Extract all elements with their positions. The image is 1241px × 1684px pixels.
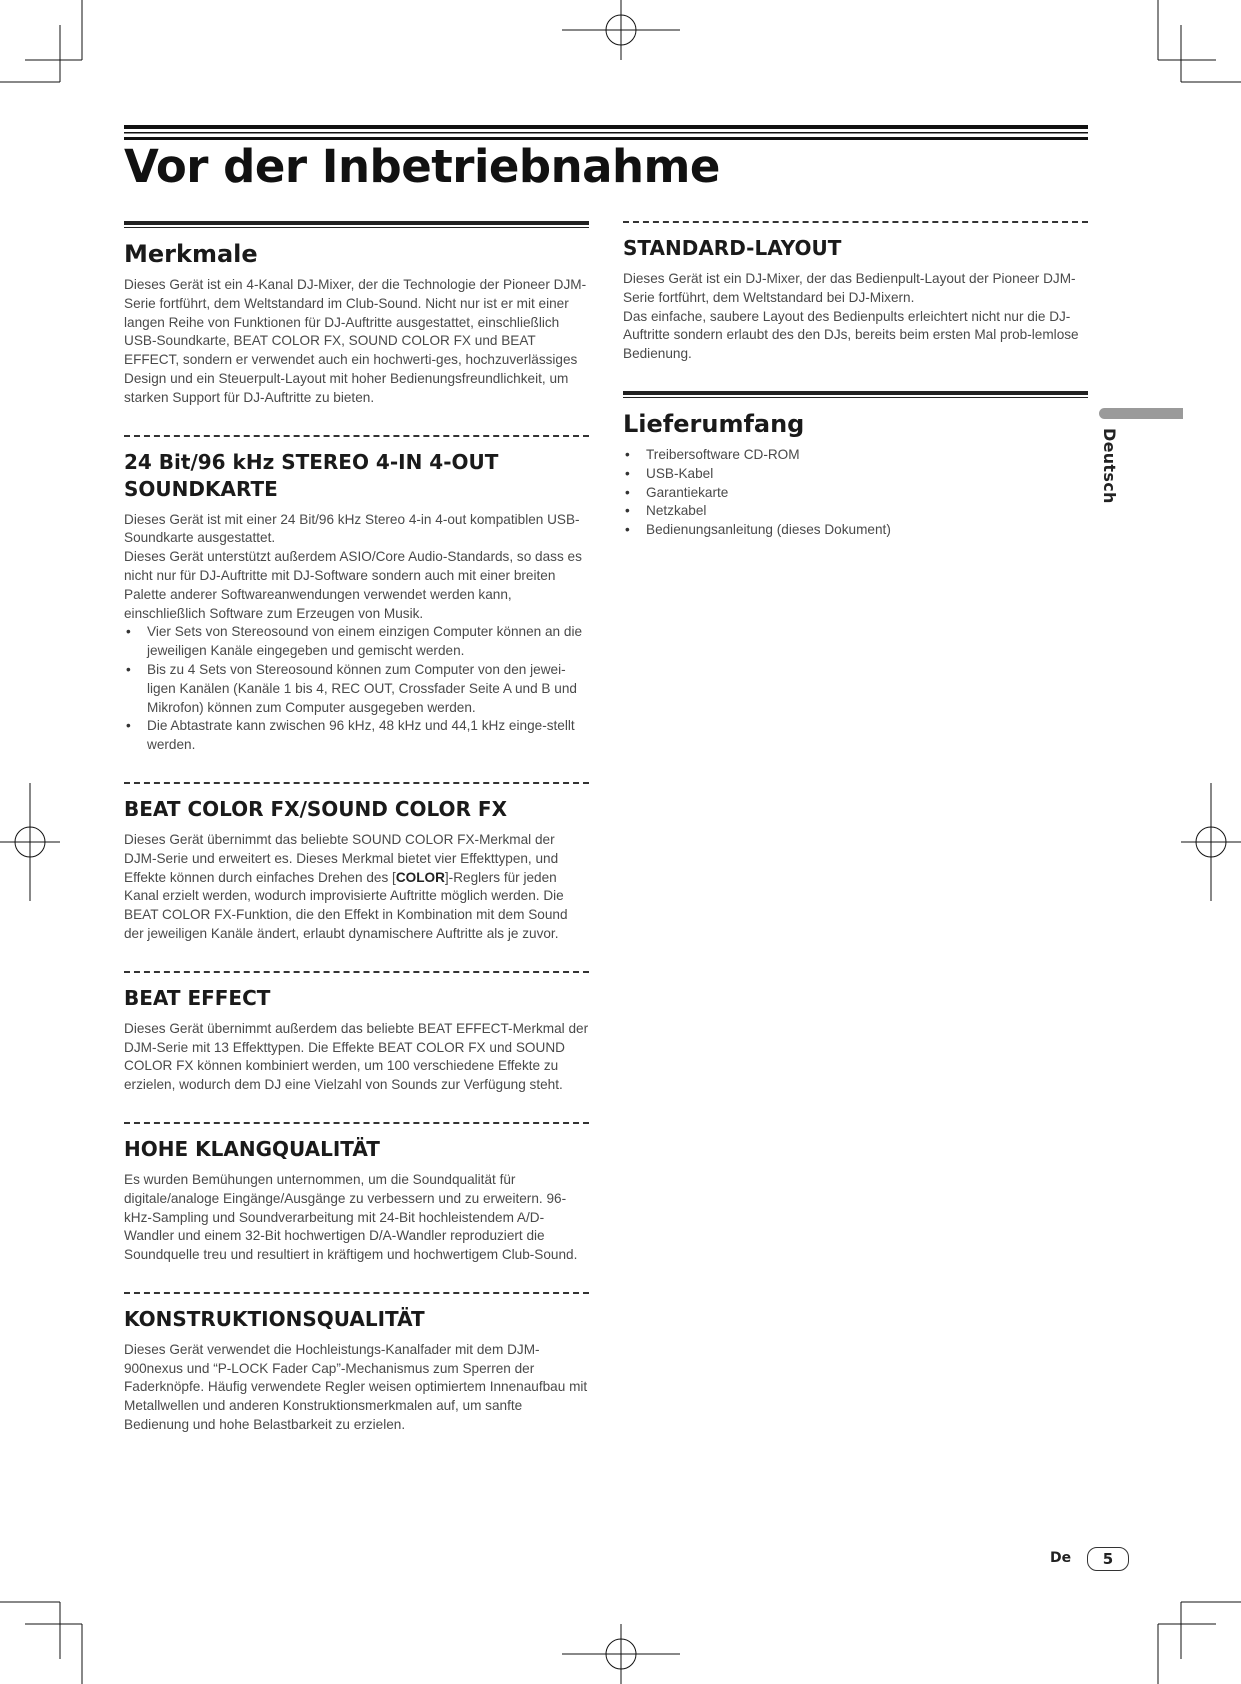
beat-effect-body: Dieses Gerät übernimmt außerdem das beliebte BEAT EFFECT-Merkmal der DJM-Serie mit 13 Effekttypen. Die Effekte BEAT COLOR FX und SOUND COLOR FX können kombiniert werden, um 100 verschiedene Effekte zu erzielen, wodurch dem DJ eine Vielzahl von Sounds zur Verfügung steht. bbox=[124, 1020, 589, 1093]
list-item: • Die Abtastrate kann zwischen 96 kHz, 48 kHz und 44,1 kHz einge-stellt werden. bbox=[124, 717, 589, 755]
standard-heading: STANDARD-LAYOUT bbox=[623, 236, 842, 260]
beat-color-heading: BEAT COLOR FX/SOUND COLOR FX bbox=[124, 796, 508, 821]
section-lieferumfang bbox=[623, 391, 1088, 540]
klang-body: Es wurden Bemühungen unternommen, um die Soundqualität für digitale/analoge Eingänge/Ausgänge zu verbessern und zu erweitern. 96-kHz-Sampling und Soundverarbeitung mit 24-Bit hochleistendem A/D-Wandler und einem 32-Bit hochwertigen D/A-Wandler reproduziert die Soundquelle treu und resultiert in kräftigem und hochwertigem Club-Sound. bbox=[124, 1171, 578, 1263]
section-konstruktion bbox=[124, 1292, 589, 1435]
list-item: • Bis zu 4 Sets von Stereosound können zum Computer von den jewei-ligen Kanälen (Kanäle 1 bis 4, REC OUT, Crossfader Seite A und B und Mikrofon) können zum Computer ausgegeben werden. bbox=[124, 661, 589, 717]
list-item: • Treibersoftware CD-ROM bbox=[623, 446, 1088, 465]
section-soundkarte bbox=[124, 435, 589, 755]
language-tab-label: Deutsch bbox=[1100, 428, 1119, 504]
lieferumfang-heading: Lieferumfang bbox=[623, 409, 805, 438]
footer-language-code: De bbox=[1050, 1550, 1072, 1566]
page-number: 5 bbox=[1087, 1547, 1129, 1571]
right-column bbox=[623, 221, 1088, 540]
standard-p1: Dieses Gerät ist ein DJ-Mixer, der das Bedienpult-Layout der Pioneer DJM-Serie fortführt, dem Weltstandard bei DJ-Mixern. bbox=[623, 271, 1076, 305]
soundkarte-heading: 24 Bit/96 kHz STEREO 4-IN 4-OUT SOUNDKARTE bbox=[124, 449, 499, 501]
lieferumfang-list bbox=[623, 446, 1088, 540]
soundkarte-p2: Dieses Gerät unterstützt außerdem ASIO/Core Audio-Standards, so dass es nicht nur für DJ-Auftritte mit DJ-Software sondern auch mit einer breiten Palette anderer Softwareanwendungen verwendet werden kann, einschließlich Software zum Erzeugen von Musik. bbox=[124, 549, 582, 621]
left-column bbox=[124, 221, 589, 1435]
section-merkmale bbox=[124, 221, 589, 408]
merkmale-body: Dieses Gerät ist ein 4-Kanal DJ-Mixer, der die Technologie der Pioneer DJM-Serie fortführt, dem Weltstandard im Club-Sound. Nicht nur ist er mit einer langen Reihe von Funktionen für DJ-Auftritte ausgestattet, einschließlich USB-Soundkarte, BEAT COLOR FX, SOUND COLOR FX und BEAT EFFECT, sondern er verwendet auch ein hochwerti-ges, hochzuverlässiges Design und ein Steuerpult-Layout mit hoher Bedienungsfreundlichkeit, um starken Support für DJ-Auftritte zu bieten. bbox=[124, 277, 587, 405]
beat-color-body bbox=[124, 831, 589, 944]
standard-p2: Das einfache, saubere Layout des Bedienpults erleichtert nicht nur die DJ-Auftritte sondern erlaubt des den DJs, bereits beim ersten Mal prob-lemlose Bedienung. bbox=[623, 308, 1079, 362]
section-standard-layout bbox=[623, 221, 1088, 364]
section-beat-effect bbox=[124, 971, 589, 1095]
soundkarte-p1: Dieses Gerät ist mit einer 24 Bit/96 kHz Stereo 4-in 4-out kompatiblen USB-Soundkarte ausgestattet. bbox=[124, 511, 580, 546]
merkmale-heading: Merkmale bbox=[124, 240, 258, 268]
list-item: • Vier Sets von Stereosound von einem einzigen Computer können an die jeweiligen Kanäle eingegeben und gemischt werden. bbox=[124, 623, 589, 661]
color-knob-label: COLOR bbox=[395, 869, 445, 885]
list-item: • Garantiekarte bbox=[623, 484, 1088, 503]
beat-color-body-pre: Dieses Gerät übernimmt das beliebte SOUND COLOR FX-Merkmal der DJM-Serie und erweitert es. Dieses Merkmal bietet vier Effekttypen, und Effekte können durch einfaches Drehen des [ bbox=[124, 831, 559, 885]
klang-heading: HOHE KLANGQUALITÄT bbox=[124, 1136, 380, 1161]
konstruktion-body: Dieses Gerät verwendet die Hochleistungs-Kanalfader mit dem DJM-900nexus und “P-LOCK Fader Cap”-Mechanismus zum Sperren der Faderknöpfe. Häufig verwendete Regler weisen optimiertem Innenaufbau mit Metallwellen und anderen Konstruktionsmerkmalen auf, um sanfte Bedienung und hohe Belastbarkeit zu erzielen. bbox=[124, 1341, 588, 1433]
list-item: • Bedienungsanleitung (dieses Dokument) bbox=[623, 521, 1088, 540]
page-title: Vor der Inbetriebnahme bbox=[124, 140, 720, 193]
beat-effect-heading: BEAT EFFECT bbox=[124, 985, 271, 1010]
list-item: • USB-Kabel bbox=[623, 465, 1088, 484]
list-item: • Netzkabel bbox=[623, 502, 1088, 521]
section-klangqualitaet bbox=[124, 1122, 589, 1265]
beat-color-body-post: ]-Reglers für jeden Kanal erzielt werden, wodurch improvisierte Auftritte möglich werden. Die BEAT COLOR FX-Funktion, die den Effekt in Kombination mit dem Sound der jeweiligen Kanäle ändert, erlaubt dynamischere Auftritte als je zuvor. bbox=[124, 869, 568, 941]
language-tab-bar bbox=[1099, 408, 1183, 419]
section-beat-color-fx bbox=[124, 782, 589, 944]
soundkarte-bullets bbox=[124, 623, 589, 755]
konstruktion-heading: KONSTRUKTIONSQUALITÄT bbox=[124, 1306, 425, 1331]
